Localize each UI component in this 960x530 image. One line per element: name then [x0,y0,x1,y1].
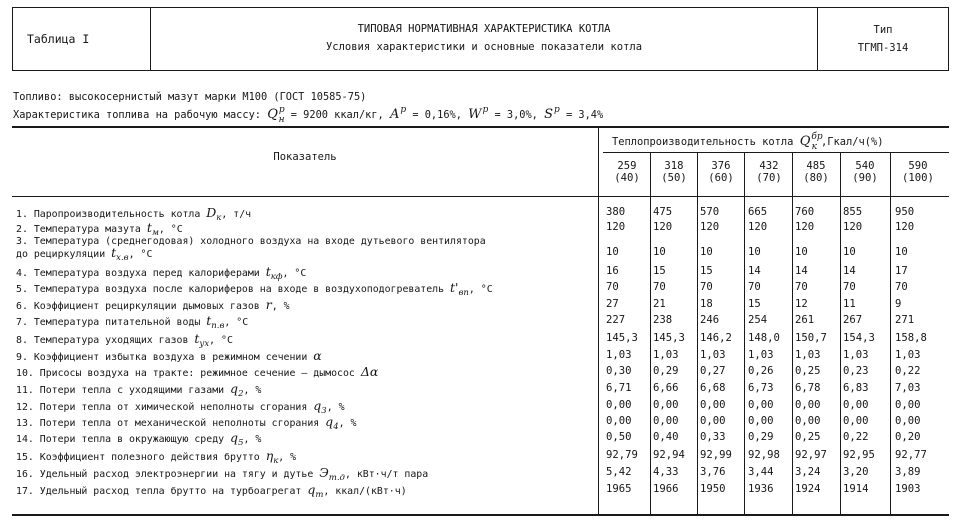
table-cell: 0,00 [653,415,679,427]
table-cell: 10 [843,246,856,258]
table-cell: 5,42 [606,466,632,478]
table-cell: 15 [748,298,761,310]
load-column-percent: (80) [803,172,829,184]
row-label-line1: 3. Температура (среднегодовая) холодного воздуха на входе дутьевого вентилятора [16,236,486,247]
table-cell: 70 [895,281,908,293]
table-cell: 10 [748,246,761,258]
load-column-header [793,160,839,184]
row-unit: , °C [282,268,307,279]
load-column-header [842,160,888,184]
table-cell: 70 [700,281,713,293]
table-cell: 0,20 [895,431,921,443]
table-cell: 1,03 [843,349,869,361]
table-cell: 154,3 [843,332,875,344]
load-header-prefix: Теплопроизводительность котла [612,136,794,148]
row-label-text: 4. Температура воздуха перед калориферами [16,268,260,279]
load-column-value: 590 [908,160,928,172]
load-column-header [746,160,792,184]
table-row [12,448,949,464]
sulfur-value: = 3,4% [565,109,604,121]
row-label-text: 2. Температура мазута [16,224,141,235]
table-cell: 1,03 [606,349,632,361]
table-cell: 0,22 [895,365,921,377]
table-cell: 0,26 [748,365,774,377]
table-cell: 0,00 [748,399,774,411]
row-unit: , ккал/(кВт·ч) [323,486,407,497]
table-row [12,205,949,221]
table-cell: 238 [653,314,673,326]
row-label-text: 10. Присосы воздуха на тракте: режимное сечение – дымосос [16,368,355,379]
load-column-value: 432 [759,160,779,172]
row-label [16,448,606,467]
fuel-description: Топливо: высокосернистый мазут марки М100 (ГОСТ 10585-75) [13,91,367,103]
row-label [16,430,606,449]
table-cell: 665 [748,206,768,218]
table-cell: 254 [748,314,768,326]
load-column-percent: (90) [852,172,878,184]
row-symbol-subscript: х.в [116,253,129,263]
row-label [16,465,606,484]
table-cell: 227 [606,314,626,326]
header-bottom-rule [12,196,949,197]
table-cell: 18 [700,298,713,310]
table-cell: 148,0 [748,332,780,344]
table-cell: 570 [700,206,720,218]
table-cell: 3,44 [748,466,774,478]
table-cell: 7,03 [895,382,921,394]
load-symbol: Q [799,134,811,149]
table-cell: 120 [748,221,768,233]
table-cell: 10 [700,246,713,258]
load-header-suffix: ,Гкал/ч(%) [821,136,884,148]
load-sub: к [811,142,817,152]
table-cell: 0,00 [700,415,726,427]
table-row [12,348,949,364]
row-label [16,297,606,315]
table-cell: 120 [700,221,720,233]
row-label-text: 16. Удельный расход электроэнергии на тягу и дутье [16,469,314,480]
table-cell: 475 [653,206,673,218]
table-row [12,414,949,430]
table-cell: 15 [700,265,713,277]
row-symbol-subscript: т [315,490,324,500]
table-cell: 0,25 [795,365,821,377]
table-cell: 10 [606,246,619,258]
row-label-text: 1. Паропроизводительность котла [16,209,201,220]
row-symbol: t [265,264,271,279]
table-cell: 16 [606,265,619,277]
row-symbol: t [111,245,117,260]
row-label-text: 8. Температура уходящих газов [16,335,189,346]
table-cell: 1950 [700,483,726,495]
type-cell [818,8,948,70]
table-row [12,313,949,329]
table-cell: 120 [843,221,863,233]
table-cell: 92,95 [843,449,875,461]
table-cell: 0,40 [653,431,679,443]
row-label [16,364,606,382]
row-symbol: q [307,482,316,497]
row-symbol-subscript: 3 [321,406,327,416]
heat-value-sup: р [278,105,285,115]
table-number: Таблица I [13,8,151,70]
table-cell: 1,03 [748,349,774,361]
header-table [12,7,949,71]
moisture-value: = 3,0%, [494,109,538,121]
table-cell: 120 [895,221,915,233]
table-cell: 6,66 [653,382,679,394]
table-cell: 3,89 [895,466,921,478]
load-header-rule [603,152,949,153]
load-column-header [698,160,744,184]
row-symbol: t [146,220,152,235]
table-cell: 0,00 [606,399,632,411]
row-symbol: q [230,381,239,396]
row-unit: , °C [158,224,183,235]
row-unit: , % [271,301,290,312]
table-row [12,280,949,296]
table-cell: 92,77 [895,449,927,461]
table-cell: 950 [895,206,915,218]
row-label [16,331,606,350]
row-unit: , т/ч [221,209,252,220]
table-cell: 92,99 [700,449,732,461]
row-symbol: α [313,348,322,363]
table-bottom-rule [12,514,949,516]
row-label [16,348,606,366]
row-label-text: 7. Температура питательной воды [16,317,201,328]
load-column-header [604,160,650,184]
row-unit: , % [243,385,262,396]
table-cell: 6,73 [748,382,774,394]
table-cell: 3,24 [795,466,821,478]
table-cell: 267 [843,314,863,326]
table-cell: 1,03 [653,349,679,361]
row-label-text: 11. Потери тепла с уходящими газами [16,385,225,396]
row-symbol: Э [319,465,329,480]
ash-symbol: A [389,107,400,122]
table-cell: 92,79 [606,449,638,461]
row-label-text: 17. Удельный расход тепла брутто на турбоагрегат [16,486,302,497]
row-symbol-subscript: вп [458,288,469,298]
row-label [16,280,606,299]
load-column-percent: (100) [902,172,934,184]
row-label [16,313,606,332]
type-label: Тип [873,24,893,36]
row-symbol-subscript: 4 [333,422,339,432]
table-cell: 0,00 [606,415,632,427]
row-symbol: D [206,205,217,220]
table-cell: 0,30 [606,365,632,377]
table-cell: 92,94 [653,449,685,461]
table-cell: 17 [895,265,908,277]
table-cell: 145,3 [606,332,638,344]
table-cell: 271 [895,314,915,326]
table-cell: 0,29 [653,365,679,377]
load-sup: бр [811,132,823,142]
table-row [12,331,949,347]
moisture-sup: р [482,105,489,115]
table-cell: 10 [795,246,808,258]
table-cell: 6,78 [795,382,821,394]
ash-sup: р [400,105,407,115]
document-subtitle: Условия характеристики и основные показатели котла [325,41,643,53]
table-cell: 0,00 [895,415,921,427]
row-symbol-subscript: м [151,228,159,238]
table-cell: 0,00 [843,415,869,427]
table-cell: 10 [895,246,908,258]
table-cell: 760 [795,206,815,218]
table-cell: 14 [795,265,808,277]
table-cell: 70 [748,281,761,293]
table-cell: 246 [700,314,720,326]
row-label-text: 6. Коэффициент рециркуляции дымовых газов [16,301,260,312]
load-column-value: 259 [617,160,637,172]
row-symbol-subscript: п.в [211,321,225,331]
table-row [12,465,949,481]
table-cell: 1936 [748,483,774,495]
table-cell: 3,20 [843,466,869,478]
row-symbol: r [265,297,272,312]
table-cell: 6,68 [700,382,726,394]
ash-value: = 0,16%, [412,109,462,121]
row-symbol: q [313,398,322,413]
table-row [12,482,949,498]
table-row [12,297,949,313]
row-symbol-subscript: 5 [238,438,244,448]
table-cell: 6,71 [606,382,632,394]
table-cell: 21 [653,298,666,310]
table-cell: 92,98 [748,449,780,461]
row-symbol: t [206,313,212,328]
row-unit: , % [243,434,262,445]
row-symbol-subscript: ух [199,339,210,349]
row-label-text: 5. Температура воздуха после калориферов на входе в воздухоподогреватель [16,284,445,295]
table-cell: 70 [653,281,666,293]
row-unit: , °C [468,284,493,295]
table-cell: 70 [606,281,619,293]
fuel-characteristics [13,105,604,125]
table-cell: 1,03 [895,349,921,361]
table-cell: 0,00 [795,415,821,427]
table-cell: 14 [843,265,856,277]
load-column-value: 376 [711,160,731,172]
table-cell: 15 [653,265,666,277]
table-cell: 1914 [843,483,869,495]
row-label-text: 12. Потери тепла от химической неполноты сгорания [16,402,308,413]
row-symbol-subscript: к [216,213,222,223]
moisture-symbol: W [468,107,482,122]
load-column-percent: (40) [614,172,640,184]
sulfur-symbol: S [544,107,553,122]
load-column-percent: (70) [756,172,782,184]
row-label [16,236,606,264]
load-column-value: 318 [664,160,684,172]
load-column-header [895,160,941,184]
load-column-header [651,160,697,184]
table-cell: 1,03 [700,349,726,361]
row-label [16,381,606,400]
load-column-percent: (60) [708,172,734,184]
row-unit: , °C [209,335,233,346]
row-unit: , °C [224,317,249,328]
row-symbol: q [325,414,334,429]
table-cell: 146,2 [700,332,732,344]
table-row [12,264,949,280]
load-column-value: 485 [806,160,826,172]
table-cell: 1,03 [795,349,821,361]
row-symbol: q [230,430,239,445]
table-cell: 120 [606,221,626,233]
table-cell: 0,00 [748,415,774,427]
table-cell: 0,29 [748,431,774,443]
table-cell: 1903 [895,483,921,495]
document-title: ТИПОВАЯ НОРМАТИВНАЯ ХАРАКТЕРИСТИКА КОТЛА [357,23,611,35]
row-unit: , % [278,452,297,463]
table-cell: 0,27 [700,365,726,377]
table-cell: 3,76 [700,466,726,478]
table-cell: 1965 [606,483,632,495]
row-label-text: до рециркуляции [16,249,106,260]
table-cell: 0,00 [895,399,921,411]
table-cell: 380 [606,206,626,218]
table-cell: 0,00 [700,399,726,411]
row-symbol-subscript: т.д [328,473,345,483]
load-column-value: 540 [855,160,875,172]
table-cell: 4,33 [653,466,679,478]
indicator-header: Показатель [273,151,337,163]
row-symbol-subscript: к [273,456,279,466]
table-cell: 145,3 [653,332,685,344]
table-cell: 9 [895,298,902,310]
table-cell: 14 [748,265,761,277]
row-symbol-subscript: кф [270,272,283,282]
load-column-percent: (50) [661,172,687,184]
table-cell: 120 [653,221,673,233]
table-cell: 0,23 [843,365,869,377]
row-symbol: Δα [360,364,379,379]
table-cell: 0,50 [606,431,632,443]
table-cell: 261 [795,314,815,326]
load-header [612,132,884,152]
row-label [16,482,606,501]
table-cell: 6,83 [843,382,869,394]
table-cell: 0,00 [843,399,869,411]
table-cell: 1966 [653,483,679,495]
row-unit: , % [338,418,357,429]
fuel-characteristics-prefix: Характеристика топлива на рабочую массу: [13,109,261,121]
table-cell: 0,00 [653,399,679,411]
table-row [12,364,949,380]
heat-value-sub: н [278,115,285,125]
table-row [12,236,949,263]
table-cell: 10 [653,246,666,258]
table-row [12,430,949,446]
row-unit: , °C [128,249,153,260]
row-symbol: t' [450,280,459,295]
row-label-text: 9. Коэффициент избытка воздуха в режимном сечении [16,352,308,363]
heat-value: = 9200 ккал/кг, [290,109,384,121]
row-symbol: η [265,448,274,463]
row-symbol: t [194,331,200,346]
table-cell: 70 [843,281,856,293]
row-symbol-subscript: 2 [238,389,244,399]
type-value: ТГМП-314 [857,42,909,54]
row-label-text: 13. Потери тепла от механической неполноты сгорания [16,418,320,429]
table-cell: 27 [606,298,619,310]
table-cell: 120 [795,221,815,233]
row-label-text: 14. Потери тепла в окружающую среду [16,434,225,445]
row-unit: , % [326,402,345,413]
table-cell: 0,33 [700,431,726,443]
table-cell: 70 [795,281,808,293]
table-cell: 92,97 [795,449,827,461]
heat-value-symbol: Q [267,107,278,122]
table-cell: 855 [843,206,863,218]
table-top-rule [12,126,949,128]
title-cell [151,8,818,70]
table-row [12,398,949,414]
table-cell: 158,8 [895,332,927,344]
table-cell: 1924 [795,483,821,495]
table-cell: 12 [795,298,808,310]
table-cell: 0,22 [843,431,869,443]
table-cell: 0,25 [795,431,821,443]
row-label-text: 15. Коэффициент полезного действия брутто [16,452,260,463]
table-cell: 0,00 [795,399,821,411]
table-cell: 11 [843,298,856,310]
table-cell: 150,7 [795,332,827,344]
table-row [12,381,949,397]
row-unit: , кВт·ч/т пара [344,469,429,480]
sulfur-sup: р [554,105,560,115]
